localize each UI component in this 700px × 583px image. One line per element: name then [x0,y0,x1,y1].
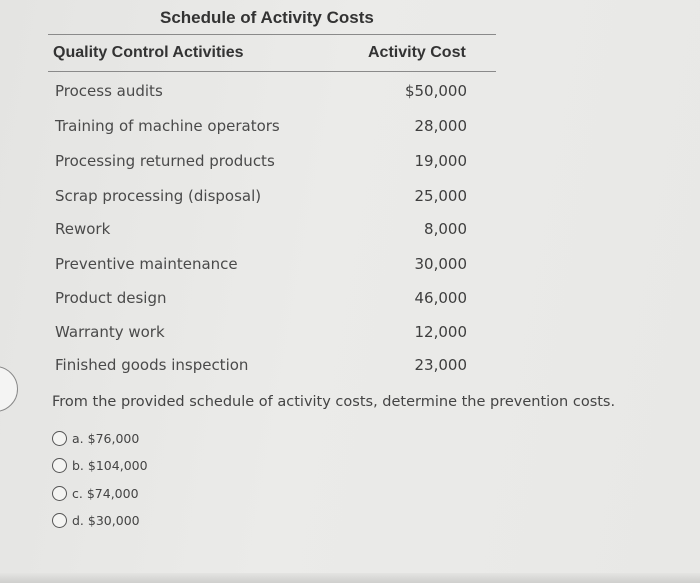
activity-cost: 8,000 [424,220,467,238]
activity-cost: 19,000 [414,152,467,170]
table-row [0,152,700,176]
activity-cost: 12,000 [414,323,467,341]
activity-cost: 25,000 [414,187,467,205]
radio-button-icon[interactable] [52,513,67,528]
table-row [0,323,700,347]
activity-name: Training of machine operators [55,117,280,135]
column-header-activity: Quality Control Activities [53,44,244,61]
table-row [0,356,700,380]
question-text: From the provided schedule of activity costs, determine the prevention costs. [52,394,616,410]
radio-button-icon[interactable] [52,458,67,473]
table-row [0,187,700,211]
activity-name: Process audits [55,82,163,100]
activity-name: Warranty work [55,323,165,341]
activity-name: Scrap processing (disposal) [55,187,262,205]
activity-cost: 30,000 [414,255,467,273]
table-row [0,255,700,279]
option-label: c. $74,000 [72,486,139,501]
activity-name: Rework [55,220,111,238]
activity-cost: $50,000 [404,82,467,100]
table-row [0,82,700,106]
radio-button-icon[interactable] [52,431,67,446]
option-label: d. $30,000 [72,513,140,528]
bottom-edge [0,573,700,583]
table-row [0,289,700,313]
schedule-title: Schedule of Activity Costs [160,8,374,27]
header-rule [48,71,496,72]
activity-cost: 46,000 [414,289,467,307]
activity-cost: 28,000 [414,117,467,135]
table-row [0,117,700,141]
column-header-cost: Activity Cost [368,44,466,61]
activity-cost: 23,000 [414,356,467,374]
table-row [0,220,700,244]
option-label: b. $104,000 [72,458,148,473]
activity-name: Finished goods inspection [55,356,249,374]
activity-name: Preventive maintenance [55,255,238,273]
activity-name: Processing returned products [55,152,275,170]
option-label: a. $76,000 [72,431,140,446]
activity-name: Product design [55,289,167,307]
table-top-rule [48,34,496,35]
radio-button-icon[interactable] [52,486,67,501]
